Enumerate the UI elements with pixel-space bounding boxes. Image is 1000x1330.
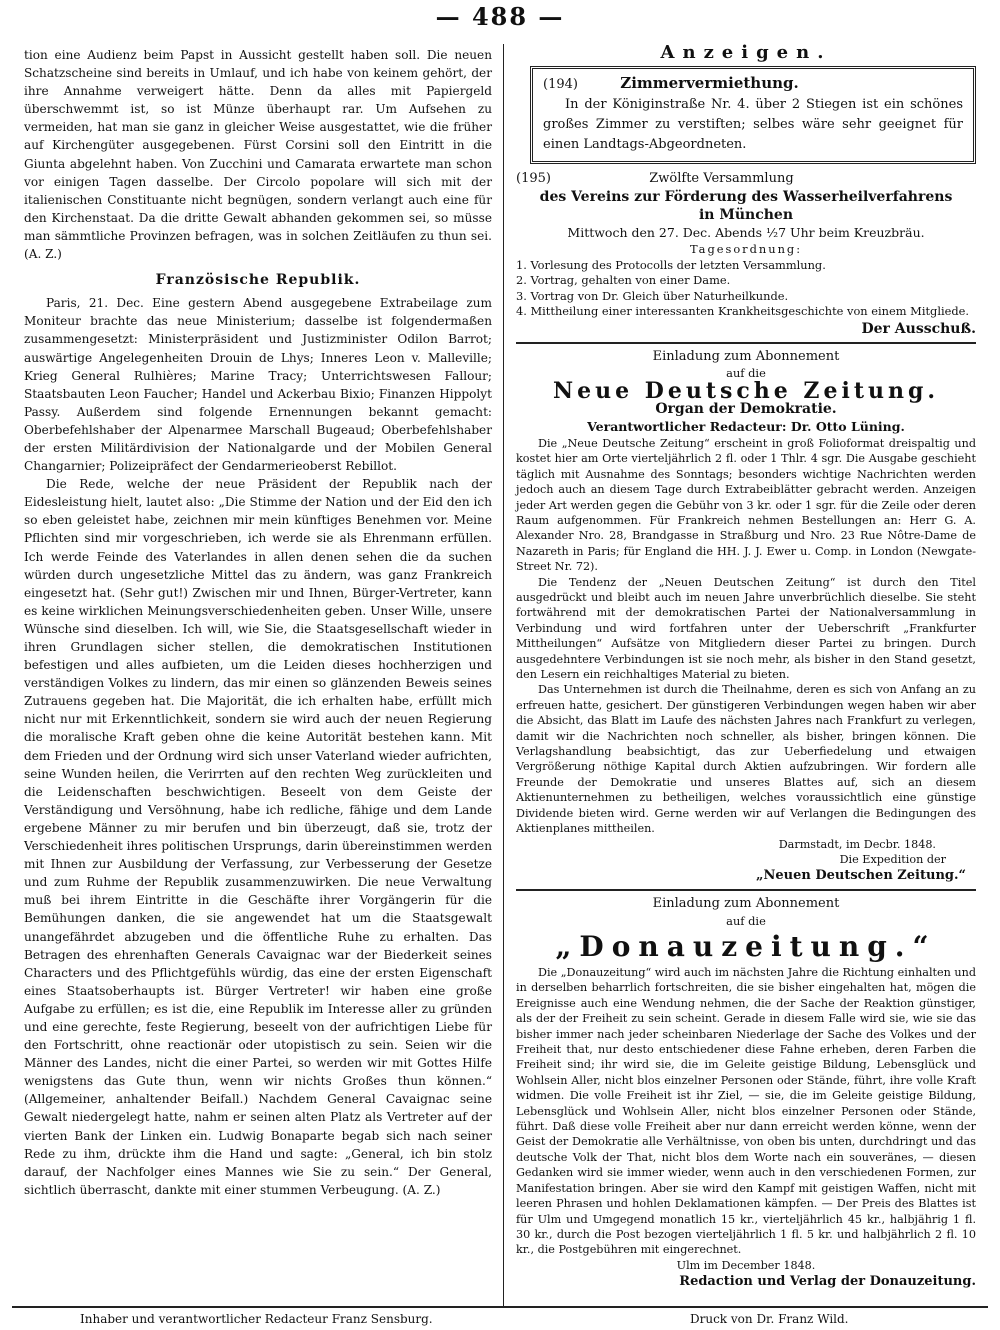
- meeting-date: Mittwoch den 27. Dec. Abends ½7 Uhr beim Kreuzbräu.: [567, 225, 925, 241]
- agenda-item: 4. Mittheilung einer interessanten Krankheitsgeschichte von einem Mitgliede.: [516, 304, 970, 319]
- ndz-place-date: Darmstadt, im Decbr. 1848.: [778, 837, 936, 851]
- agenda-item: 3. Vortrag von Dr. Gleich über Naturheilkunde.: [516, 288, 789, 303]
- meeting-signature: Der Ausschuß.: [861, 320, 976, 337]
- donau-invitation: Einladung zum Abonnement: [652, 896, 840, 912]
- article-rome-end: tion eine Audienz beim Papst in Aussicht gestellt haben soll. Die neuen Schatzscheine sind bereits in Umlauf, und ich habe von keinem gehört, der ihre Annahme verweigert hätte. Denn da alles mit Papiergeld überschwemmt ist, so ist Münze überhaupt rar. Um Aufsehen zu vermeiden, hat man sie ganz in gleicher Weise ausgestattet, wie die früher auf Kirchengüter ausgegebenen. Fürst Corsini soll den Eintritt in die Giunta abgelehnt haben. Von Zucchini und Camarata erwartete man schon vor einigen Tagen dasselbe. Der Circolo popolare will sich mit der italienischen Constituante nicht begnügen, sondern verlangt auch eine für den Kirchenstaat. Da die dritte Gewalt abhanden gekommen sei, so müsse man sämmtliche Provinzen befragen, was in solchen Zeitläufen zu thun sei. (A. Z.): [24, 48, 492, 262]
- ndz-text-1: Die „Neue Deutsche Zeitung“ erscheint in groß Folioformat dreispaltig und kostet hier am Orte vierteljährlich 2 fl. oder 1 Thlr. 4 sgr. Die Ausgabe geschieht täglich mit Ausnahme des Sonntags; besonders wichtige Nachrichten werden jedoch auch an diesem Tage durch Extrabeiblätter gebracht werden. Anzeigen jeder Art werden gegen die Gebühr von 3 kr. oder 1 sgr. für die Zeile oder deren Raum aufgenommen. Für Frankreich nehmen Bestellungen an: Herr G. A. Alexander Nro. 28, Brandgasse in Straßburg und Nro. 23 Rue Nôtre-Dame de Nazareth in Paris; für England die HH. J. J. Ewer u. Comp. in London (Newgate-Street Nr. 72).: [516, 436, 976, 574]
- donau-place-date: Ulm im December 1848.: [676, 1258, 816, 1272]
- donau-signature: Redaction und Verlag der Donauzeitung.: [679, 1274, 976, 1290]
- ad-number: (194): [543, 77, 578, 93]
- agenda-title: Tagesordnung:: [689, 242, 803, 257]
- article-paris-ministry: Paris, 21. Dec. Eine gestern Abend ausgegebene Extrabeilage zum Moniteur brachte das neue Ministerium; dasselbe ist folgendermaßen zusammengesetzt: Ministerpräsident und Justizminister Odilon Barrot; auswärtige Angelegenheiten Drouin de Lhys; Inneres Leon v. Malleville; Krieg General Rulhières; Marine Tracy; Unterrichtswesen Fallour; Staatsbauten Leon Faucher; Handel und Ackerbau Bixio; Finanzen Hippolyt Passy. Außerdem sind folgende Ernennungen bekannt gemacht: Oberbefehlshaber der Alpenarmee Marschall Bugeaud; Oberbefehlshaber der ersten Militärdivision der Nationalgarde und der Mobilen General Changarnier; Polizeipräfect der Gendarmerieoberst Rebillot.: [24, 296, 492, 474]
- ndz-auf-die: auf die: [726, 366, 766, 381]
- meeting-line2: des Vereins zur Förderung des Wasserheilverfahrens: [539, 189, 953, 206]
- section-title-french-republic: Französische Republik.: [155, 272, 361, 289]
- meeting-line1: Zwölfte Versammlung: [649, 171, 794, 187]
- donau-title: „Donauzeitung.“: [555, 930, 937, 963]
- ad-number: (195): [516, 171, 551, 187]
- ndz-signature-1: Die Expedition der: [839, 852, 946, 866]
- ndz-text-3: Das Unternehmen ist durch die Theilnahme, deren es sich von Anfang an zu erfreuen hatte, gesichert. Der günstigeren Verbindungen wegen haben wir aber die Absicht, das Blatt im Laufe des nächsten Jahres nach Frankfurt zu verlegen, damit wir die Nachrichten noch schneller, als bisher, bringen können. Die Verlagshandlung beabsichtigt, das zur Ueberfiedelung und etwaigen Vergrößerung nöthige Kapital durch Aktien aufzubringen. Wir fordern alle Freunde der Demokratie und unseres Blattes auf, sich an diesem Aktienunternehmen zu betheiligen, welches voraussichtlich eine günstige Dividende bieten wird. Gerne werden wir auf Verlangen die Bedingungen des Aktienplanes mittheilen.: [516, 683, 976, 836]
- ndz-title: Neue Deutsche Zeitung.: [552, 377, 940, 404]
- page-number: — 488 —: [435, 2, 565, 31]
- donau-text: Die „Donauzeitung“ wird auch im nächsten Jahre die Richtung einhalten und in derselben beharrlich fortschreiten, die sie bisher eingehalten hat, mögen die Ereignisse auch eine Wendung nehmen, die der Sache der Reaktion günstiger, als der der Freiheit zu sein scheint. Gerade in diesem Falle wird sie, wie sie das bisher immer nach jeder scheinbaren Niederlage der Sache des Volkes und der Freiheit that, nur desto entschiedener diese Fahne erheben, deren Farben die Freiheit sind; ihr wird sie, die im Geleite geistige Bildung, Lebensglück und Wohlsein Aller, nicht blos einzelner Personen oder Stände, führt, ihre volle Kraft widmen. Die volle Freiheit ist ihr Ziel, — sie, die im Geleite geistige Bildung, Lebensglück und Wohlsein Aller, nicht blos einzelner Personen oder Stände, führt. Daß diese volle Freiheit aber nur dann erreicht werden könne, wenn der Geist der Demokratie alle Verhältnisse, von oben bis unten, durchdringt und das deutsche Volk der That, nicht blos dem Worte nach ein souveränes, — diesen Gedanken wird sie immer wieder, wenn auch in den verschiedenen Formen, zur Manifestation bringen. Aber sie wird den Kampf mit geistigen Waffen, nicht mit leeren Phrasen und hohlen Deklamationen kämpfen. — Der Preis des Blattes ist für Ulm und Umgegend monatlich 15 kr., vierteljährlich 45 kr., halbjährig 1 fl. 30 kr., durch die Post bezogen vierteljährlich 1 fl. 5 kr. und halbjährlich 2 fl. 10 kr., die Postgebühren mit eingerechnet.: [516, 966, 976, 1257]
- ad-donauzeitung: [516, 895, 976, 1291]
- ad-room-rental: [530, 66, 976, 164]
- divider: [516, 889, 976, 891]
- ads-heading: Anzeigen.: [660, 42, 832, 63]
- ad-neue-deutsche-zeitung: [516, 348, 976, 885]
- ad-association-meeting: [516, 170, 976, 338]
- bottom-rule: [12, 1306, 988, 1308]
- agenda-item: 2. Vortrag, gehalten von einer Dame.: [516, 273, 731, 288]
- footer-printer: Druck von Dr. Franz Wild.: [690, 1312, 849, 1326]
- ad-text: In der Königinstraße Nr. 4. über 2 Stiegen ist ein schönes großes Zimmer zu verstiften; selbes wäre sehr geeignet für einen Landtags-Abgeordneten.: [543, 97, 963, 153]
- column-divider: [503, 44, 504, 1306]
- ndz-text-2: Die Tendenz der „Neuen Deutschen Zeitung“ ist durch den Titel ausgedrückt und bleibt auch im neuen Jahre unverbrüchlich dieselbe. Sie steht fortwährend mit der demokratischen Partei der Nationalversammlung in Verbindung und wird fortfahren unter der Ueberschrift „Frankfurter Mittheilungen“ Aufsätze von Mitgliedern dieser Partei zu bringen. Durch ausgedehntere Verbindungen ist sie noch mehr, als bisher in den Stand gesetzt, den Lesern ein reichhaltiges Material zu bieten.: [516, 575, 976, 682]
- left-column: [24, 46, 492, 1199]
- article-president-speech: Die Rede, welche der neue Präsident der Republik nach der Eidesleistung hielt, lautet also: „Die Stimme der Nation und der Eid den ich so eben geleistet habe, zeichnen mir mein künftiges Benehmen vor. Meine Pflichten sind mir vorgeschrieben, ich werde sie als Ehrenmann erfüllen. Ich werde Feinde des Vaterlandes in allen denen sehen die da suchen würden durch ungesetzliche Mittel das zu ändern, was ganz Frankreich eingesetzt hat. (Sehr gut!) Zwischen mir und Ihnen, Bürger-Vertreter, kann es keine wirklichen Meinungsverschiedenheiten geben. Unser Wille, unsere Wünsche sind dieselben. Ich will, wie Sie, die Staatsgesellschaft wieder in ihren Grundlagen sicher stellen, die demokratischen Institutionen befestigen und alles aufbieten, um die Leiden dieses hochherzigen und verständigen Volkes zu lindern, das mir einen so glänzenden Beweis seines Zutrauens gegeben hat. Die Majorität, die ich erhalten habe, erfüllt mich nicht nur mit Erkenntlichkeit, sondern sie wird auch der neuen Regierung die moralische Kraft geben ohne die keine Autorität bestehen kann. Mit dem Frieden und der Ordnung wird sich unser Vaterland wieder aufrichten, seine Wunden heilen, die Verirrten auf den rechten Weg zurückleiten und die Leidenschaften beschwichtigen. Beseelt von dem Geiste der Verständigung und Versöhnung, habe ich redliche, fähige und dem Lande ergebene Männer zu mir berufen und bin überzeugt, daß sie, trotz der Verschiedenheit ihres politischen Ursprungs, darin übereinstimmen werden mit Ihnen zur Ausbildung der Verfassung, zur Verbesserung der Gesetze und zum Ruhme der Republik zusammenzuwirken. Die neue Verwaltung muß bei ihrem Eintritte in die Geschäfte ihrer Vorgängerin für die Bemühungen danken, die sie angewendet hat um die Staatsgewalt unangefährdet abzugeben und die öffentliche Ruhe zu erhalten. Das Betragen des ehrenhaften Generals Cavaignac war der Biederkeit seines Characters und des Pflichtgefühls würdig, das eine der ersten Eigenschaft eines Staatsoberhaupts ist. Bürger Vertreter! wir haben eine große Aufgabe zu erfüllen; es ist die, eine Republik im Interesse aller zu gründen und eine gerechte, feste Regierung, beseelt von der aufrichtigen Liebe für den Fortschritt, ohne reactionär oder utopistisch zu sein. Seien wir die Männer des Landes, nicht die einer Partei, so werden wir mit Gottes Hilfe wenigstens das Gute thun, wenn wir nichts Großes thun können.“ (Allgemeiner, anhaltender Beifall.) Nachdem General Cavaignac seine Gewalt niedergelegt hatte, nahm er seinen alten Platz als Vertreter auf der vierten Bank der Linken ein. Ludwig Bonaparte begab sich nach seiner Rede zu ihm, drückte ihm die Hand und sagte: „General, ich bin stolz darauf, der Nachfolger eines Mannes wie Sie zu sein.“ Der General, sichtlich überrascht, dankte mit einer stummen Verbeugung. (A. Z.): [24, 477, 492, 1197]
- ad-title: Zimmervermiethung.: [620, 74, 799, 93]
- ndz-subtitle: Organ der Demokratie.: [655, 400, 837, 417]
- meeting-line3: in München: [698, 207, 793, 224]
- divider: [516, 342, 976, 344]
- agenda-item: 1. Vorlesung des Protocolls der letzten Versammlung.: [516, 257, 826, 272]
- ndz-editor: Verantwortlicher Redacteur: Dr. Otto Lüning.: [587, 418, 905, 434]
- donau-auf-die: auf die: [726, 913, 766, 928]
- ndz-invitation: Einladung zum Abonnement: [652, 349, 840, 365]
- right-column: [516, 44, 976, 1291]
- agenda-list: [516, 258, 976, 320]
- footer-publisher: Inhaber und verantwortlicher Redacteur Franz Sensburg.: [80, 1312, 433, 1326]
- ndz-signature-2: „Neuen Deutschen Zeitung.“: [756, 868, 966, 884]
